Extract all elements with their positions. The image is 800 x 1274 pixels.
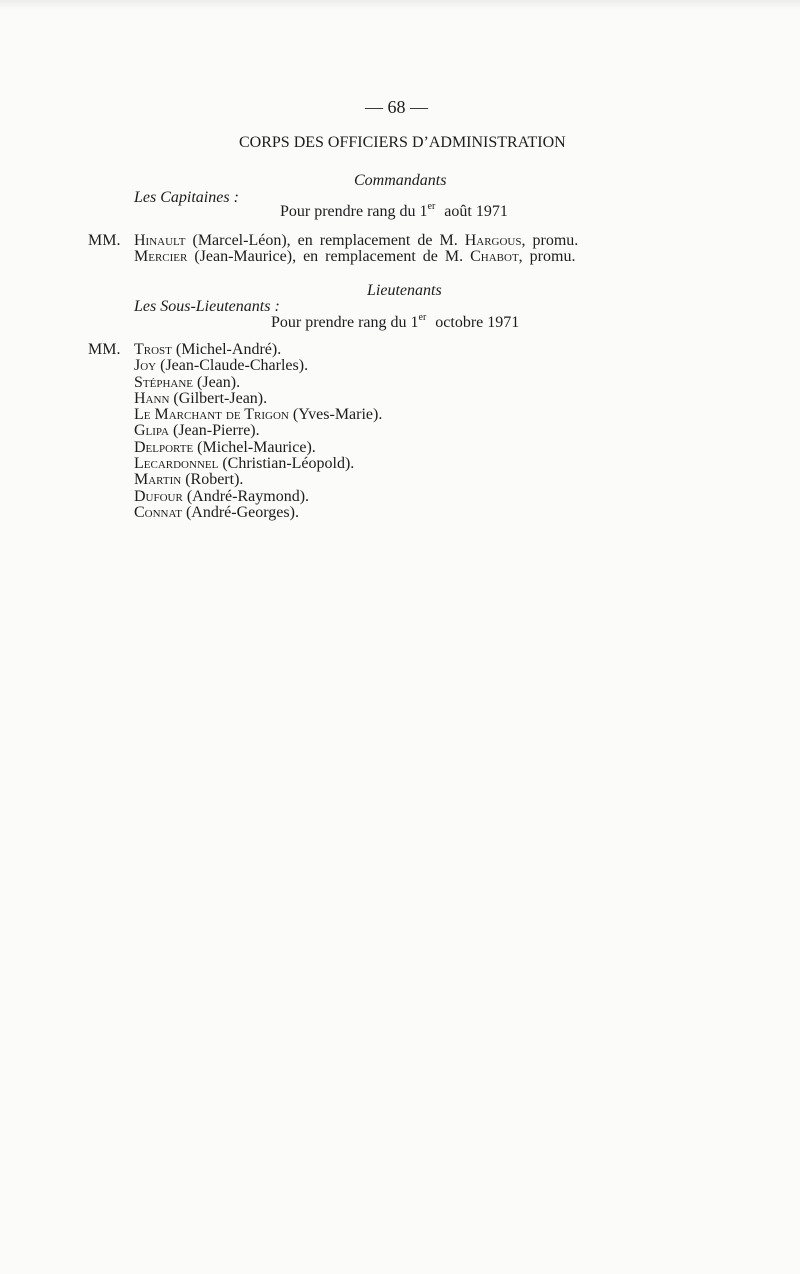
officer-given-names: (Jean).: [197, 373, 241, 391]
rank-prefix: Pour prendre rang du 1: [280, 203, 428, 220]
section-title: CORPS DES OFFICIERS D’ADMINISTRATION: [239, 134, 566, 151]
commandant-entry: [134, 233, 578, 249]
officer-given-names: (Gilbert-Jean).: [173, 389, 268, 407]
list-item: [134, 423, 382, 439]
officer-given-names: (André-Raymond).: [186, 487, 310, 505]
rank-prefix: Pour prendre rang du 1: [271, 314, 419, 331]
list-item: [134, 358, 382, 374]
officer-name: Le Marchant de Trigon: [134, 406, 289, 424]
replaced-officer: Chabot,: [470, 248, 523, 265]
officer-details: (Marcel-Léon), en remplacement de M.: [192, 232, 458, 249]
replaced-officer: Hargous,: [464, 232, 526, 249]
officer-name: Glipa: [134, 422, 169, 440]
officer-name: Joy: [134, 357, 157, 375]
officer-given-names: (Jean-Claude-Charles).: [160, 357, 309, 375]
commandants-rank-date: [280, 200, 508, 220]
commandants-mm-label: MM.: [88, 232, 121, 249]
list-item: [134, 342, 382, 358]
lieutenants-heading: Lieutenants: [367, 282, 442, 299]
officer-given-names: (Michel-Maurice).: [197, 438, 316, 456]
promotion-note: promu.: [532, 232, 579, 249]
officer-details: (Jean-Maurice), en remplacement de M.: [194, 248, 464, 265]
commandants-heading: Commandants: [354, 172, 447, 189]
rank-sup: er: [427, 200, 436, 212]
lieutenants-list: [134, 342, 382, 521]
officer-name: Trost: [134, 341, 172, 358]
officer-name: Hann: [134, 389, 170, 407]
officer-name: Connat: [134, 503, 182, 521]
officer-name: Delporte: [134, 438, 194, 456]
officer-given-names: (Jean-Pierre).: [173, 422, 260, 440]
commandant-entry: [134, 249, 575, 265]
list-item: [134, 505, 382, 521]
list-item: [134, 472, 382, 488]
list-item: [134, 440, 382, 456]
officer-given-names: (Robert).: [185, 471, 244, 489]
rank-suffix: octobre 1971: [435, 314, 520, 331]
officer-given-names: (Michel-André).: [175, 341, 282, 358]
officer-given-names: (André-Georges).: [185, 503, 299, 521]
sous-lieutenants-label: Les Sous-Lieutenants :: [134, 298, 280, 315]
list-item: [134, 375, 382, 391]
officer-name: Stéphane: [134, 373, 194, 391]
officer-name: Mercier: [134, 248, 188, 265]
rank-suffix: août 1971: [444, 203, 508, 220]
officer-name: Martin: [134, 471, 182, 489]
rank-sup: er: [418, 311, 427, 323]
list-item: [134, 407, 382, 423]
lieutenants-rank-date: [271, 311, 520, 331]
officer-name: Hinault: [134, 232, 186, 249]
officer-given-names: (Yves-Marie).: [292, 406, 383, 424]
officer-name: Lecardonnel: [134, 455, 219, 473]
officer-name: Dufour: [134, 487, 183, 505]
list-item: [134, 489, 382, 505]
officer-given-names: (Christian-Léopold).: [222, 455, 355, 473]
capitaines-label: Les Capitaines :: [134, 189, 239, 206]
list-item: [134, 391, 382, 407]
lieutenants-mm-label: MM.: [88, 341, 121, 358]
list-item: [134, 456, 382, 472]
promotion-note: promu.: [529, 248, 576, 265]
page-number: — 68 —: [365, 97, 428, 117]
